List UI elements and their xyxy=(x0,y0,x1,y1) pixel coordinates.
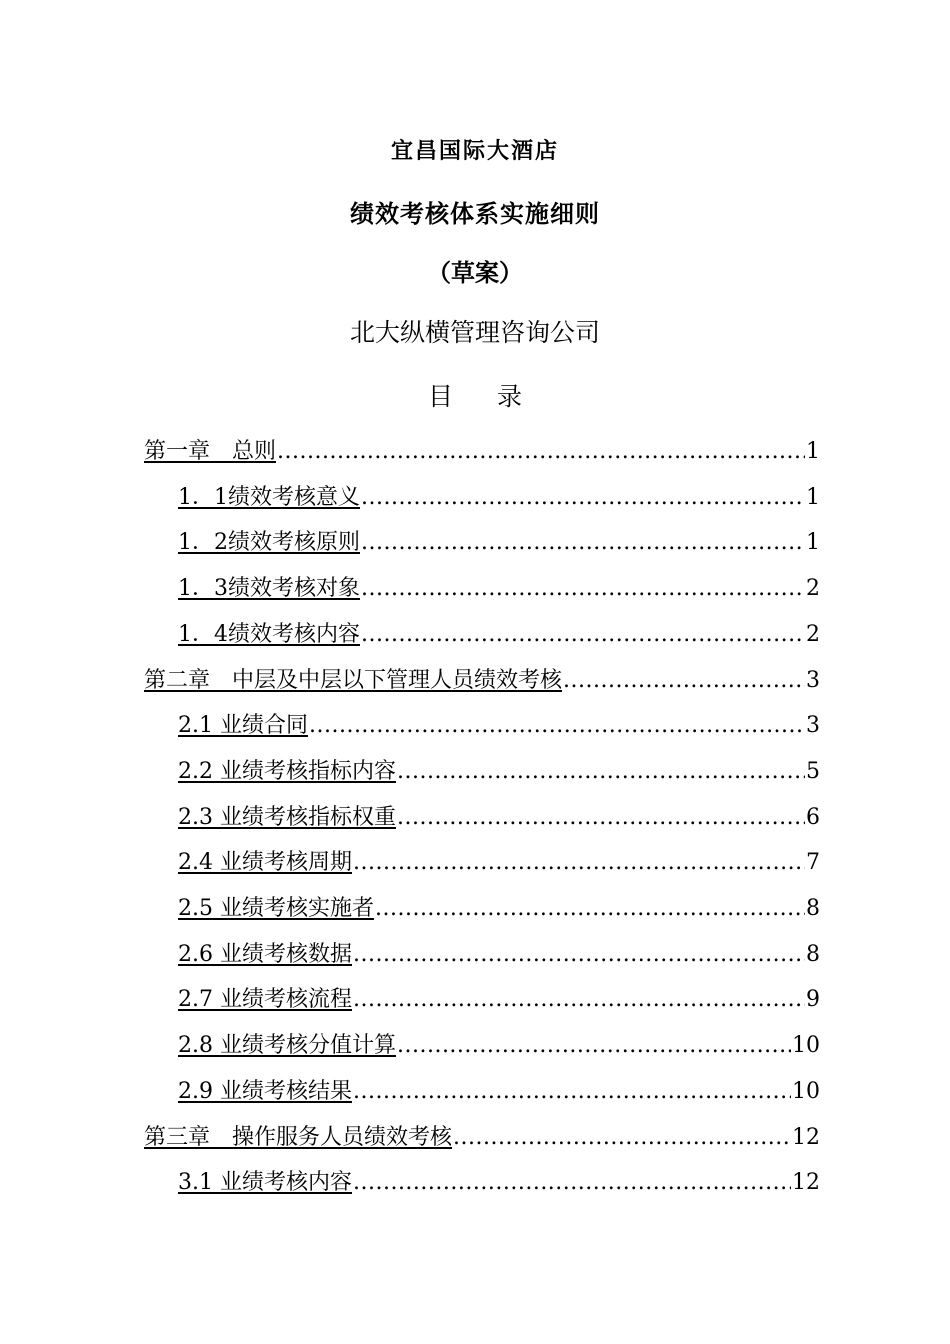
toc-page-number: 10 xyxy=(792,1079,820,1104)
toc-entry-label[interactable]: 2.8 业绩考核分值计算 xyxy=(178,1033,396,1058)
toc-entry[interactable] xyxy=(178,573,820,605)
toc-entry[interactable] xyxy=(178,710,820,742)
toc-entry-label[interactable]: 1．2绩效考核原则 xyxy=(178,530,360,555)
toc-entry[interactable] xyxy=(178,984,820,1016)
toc-page-number: 3 xyxy=(806,713,820,738)
company-name: 宜昌国际大酒店 xyxy=(390,138,559,164)
toc-entry[interactable] xyxy=(178,1030,820,1062)
toc-dot-leader xyxy=(375,893,805,925)
toc-page-number: 9 xyxy=(806,987,820,1012)
toc-entry[interactable] xyxy=(144,1122,820,1154)
toc-entry-label[interactable]: 1．4绩效考核内容 xyxy=(178,622,360,647)
author-name: 北大纵横管理咨询公司 xyxy=(349,318,600,347)
toc-page-number: 12 xyxy=(792,1125,820,1150)
toc-dot-leader xyxy=(277,436,805,468)
toc-dot-leader xyxy=(397,756,805,788)
toc-page-number: 8 xyxy=(806,942,820,967)
toc-entry-label[interactable]: 2.4 业绩考核周期 xyxy=(178,850,352,875)
draft-label: （草案） xyxy=(427,258,523,287)
toc-entry-label[interactable]: 2.9 业绩考核结果 xyxy=(178,1079,352,1104)
toc-entry-label[interactable]: 2.1 业绩合同 xyxy=(178,713,308,738)
toc-dot-leader xyxy=(353,847,805,879)
toc-dot-leader xyxy=(397,802,805,834)
toc-page-number: 5 xyxy=(806,759,820,784)
toc-dot-leader xyxy=(353,1167,791,1199)
toc-heading: 目录 xyxy=(427,382,566,411)
toc-page-number: 3 xyxy=(806,668,820,693)
toc-entry-label[interactable]: 第三章 操作服务人员绩效考核 xyxy=(144,1125,453,1150)
toc-dot-leader xyxy=(563,665,805,697)
toc-entry[interactable] xyxy=(178,527,820,559)
toc-dot-leader xyxy=(397,1030,791,1062)
document-title: 绩效考核体系实施细则 xyxy=(350,199,600,228)
toc-page-number: 10 xyxy=(792,1033,820,1058)
toc-page-number: 7 xyxy=(806,850,820,875)
toc-entry-label[interactable]: 3.1 业绩考核内容 xyxy=(178,1170,352,1195)
toc-page-number: 8 xyxy=(806,896,820,921)
toc-entry-label[interactable]: 1．3绩效考核对象 xyxy=(178,576,360,601)
toc-entry-label[interactable]: 1．1绩效考核意义 xyxy=(178,485,360,510)
toc-page-number: 1 xyxy=(806,530,820,555)
toc-entry[interactable] xyxy=(144,665,820,697)
toc-entry[interactable] xyxy=(178,802,820,834)
toc-entry[interactable] xyxy=(178,756,820,788)
toc-entry-label[interactable]: 2.6 业绩考核数据 xyxy=(178,942,352,967)
toc-entry[interactable] xyxy=(178,1076,820,1108)
toc-entry-label[interactable]: 2.5 业绩考核实施者 xyxy=(178,896,374,921)
toc-dot-leader xyxy=(353,984,805,1016)
toc-page-number: 2 xyxy=(806,576,820,601)
toc-page-number: 6 xyxy=(806,805,820,830)
toc-page-number: 1 xyxy=(806,439,820,464)
toc-dot-leader xyxy=(361,619,805,651)
toc-entry[interactable] xyxy=(178,847,820,879)
toc-dot-leader xyxy=(453,1122,791,1154)
toc-entry[interactable] xyxy=(178,939,820,971)
toc-dot-leader xyxy=(361,573,805,605)
toc-entry[interactable] xyxy=(178,1167,820,1199)
toc-entry[interactable] xyxy=(144,436,820,468)
toc-page-number: 1 xyxy=(806,485,820,510)
toc-page-number: 12 xyxy=(792,1170,820,1195)
toc-entry[interactable] xyxy=(178,619,820,651)
toc-entry-label[interactable]: 2.2 业绩考核指标内容 xyxy=(178,759,396,784)
toc-dot-leader xyxy=(353,1076,791,1108)
toc-entry[interactable] xyxy=(178,893,820,925)
toc-dot-leader xyxy=(361,527,805,559)
toc-dot-leader xyxy=(361,482,805,514)
toc-entry-label[interactable]: 2.3 业绩考核指标权重 xyxy=(178,805,396,830)
toc-dot-leader xyxy=(309,710,805,742)
toc-entry-label[interactable]: 第一章 总则 xyxy=(144,439,277,464)
toc-entry[interactable] xyxy=(178,482,820,514)
toc-dot-leader xyxy=(353,939,805,971)
toc-page-number: 2 xyxy=(806,622,820,647)
toc-entry-label[interactable]: 第二章 中层及中层以下管理人员绩效考核 xyxy=(144,668,563,693)
toc-entry-label[interactable]: 2.7 业绩考核流程 xyxy=(178,987,352,1012)
